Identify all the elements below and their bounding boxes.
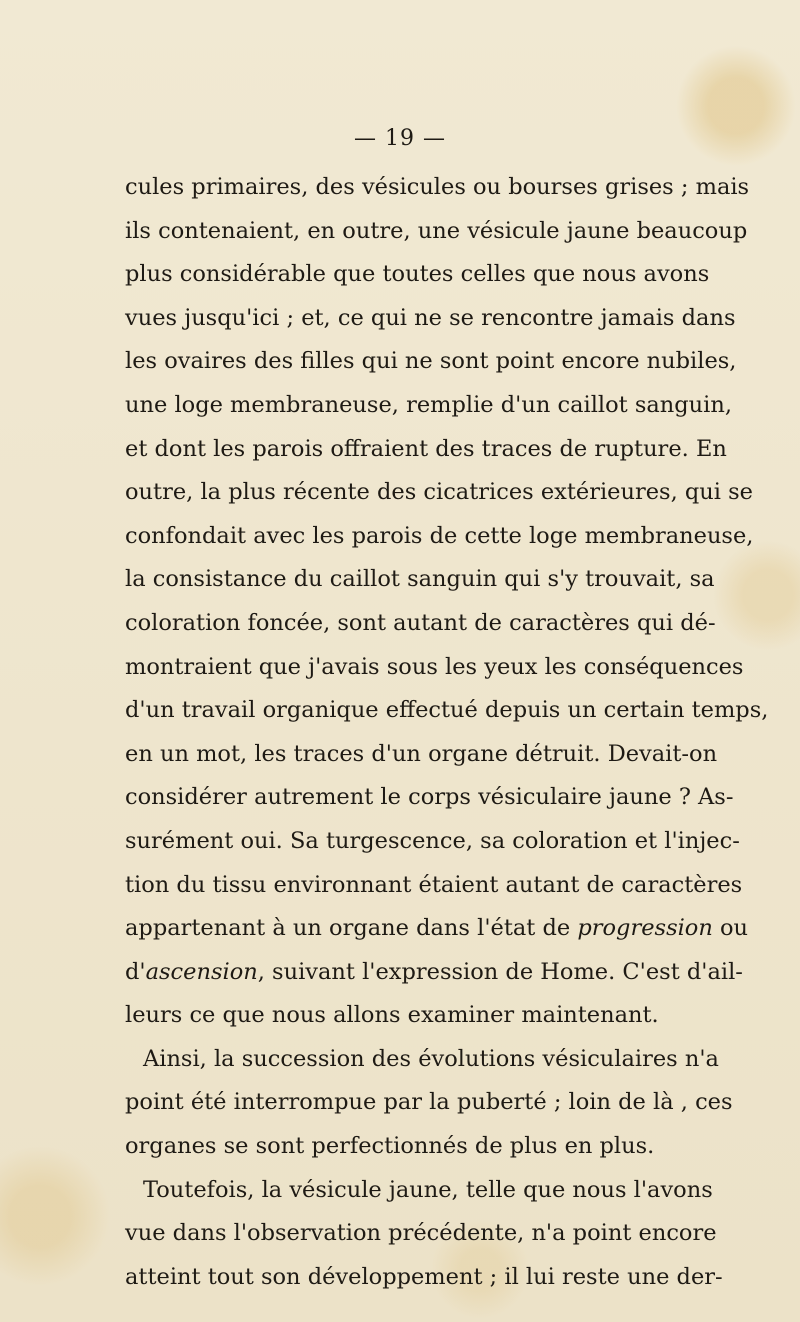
body-text	[125, 166, 769, 1299]
text-line: et dont les parois offraient des traces de rupture. En	[125, 435, 727, 462]
text-segment: d'	[125, 958, 146, 985]
text-line: les ovaires des filles qui ne sont point encore nubiles,	[125, 348, 737, 375]
text-line: point été interrompue par la puberté ; loin de là , ces	[125, 1089, 733, 1116]
text-line: outre, la plus récente des cicatrices extérieures, qui se	[125, 479, 753, 506]
text-line: vue dans l'observation précédente, n'a point encore	[125, 1220, 717, 1247]
text-line: en un mot, les traces d'un organe détruit. Devait-on	[125, 740, 718, 767]
page-number: — 19 —	[354, 126, 446, 151]
text-line: confondait avec les parois de cette loge membraneuse,	[125, 522, 754, 549]
text-line: montraient que j'avais sous les yeux les conséquences	[125, 653, 744, 680]
paragraph-end-line: organes se sont perfectionnés de plus en plus.	[125, 1133, 655, 1160]
text-line: tion du tissu environnant étaient autant de caractères	[125, 871, 743, 898]
paragraph-end-line: leurs ce que nous allons examiner maintenant.	[125, 1002, 659, 1029]
text-segment: ou	[712, 915, 749, 942]
text-line: ils contenaient, en outre, une vésicule jaune beaucoup	[125, 217, 748, 244]
text-segment: appartenant à un organe dans l'état de	[125, 915, 578, 942]
text-line: Ainsi, la succession des évolutions vésiculaires n'a	[143, 1045, 719, 1072]
text-line: atteint tout son développement ; il lui reste une der-	[125, 1263, 723, 1290]
text-line-with-italic	[125, 907, 749, 951]
text-line: une loge membraneuse, remplie d'un caillot sanguin,	[125, 391, 733, 418]
text-line: d'un travail organique effectué depuis un certain temps,	[125, 697, 769, 724]
text-line-with-italic	[125, 951, 743, 995]
text-line: vues jusqu'ici ; et, ce qui ne se rencontre jamais dans	[125, 304, 736, 331]
text-line: surément oui. Sa turgescence, sa coloration et l'injec-	[125, 827, 740, 854]
italic-term-ascension: ascension	[145, 958, 258, 985]
text-line: Toutefois, la vésicule jaune, telle que nous l'avons	[143, 1176, 713, 1203]
text-line: plus considérable que toutes celles que nous avons	[125, 261, 710, 288]
text-line: cules primaires, des vésicules ou bourses grises ; mais	[125, 174, 750, 200]
text-line: la consistance du caillot sanguin qui s'y trouvait, sa	[125, 566, 715, 593]
text-segment: , suivant l'expression de Home. C'est d'ail-	[257, 958, 743, 985]
text-line: considérer autrement le corps vésiculaire jaune ? As-	[125, 784, 734, 811]
italic-term-progression: progression	[577, 915, 713, 942]
text-line: coloration foncée, sont autant de caractères qui dé-	[125, 609, 716, 636]
